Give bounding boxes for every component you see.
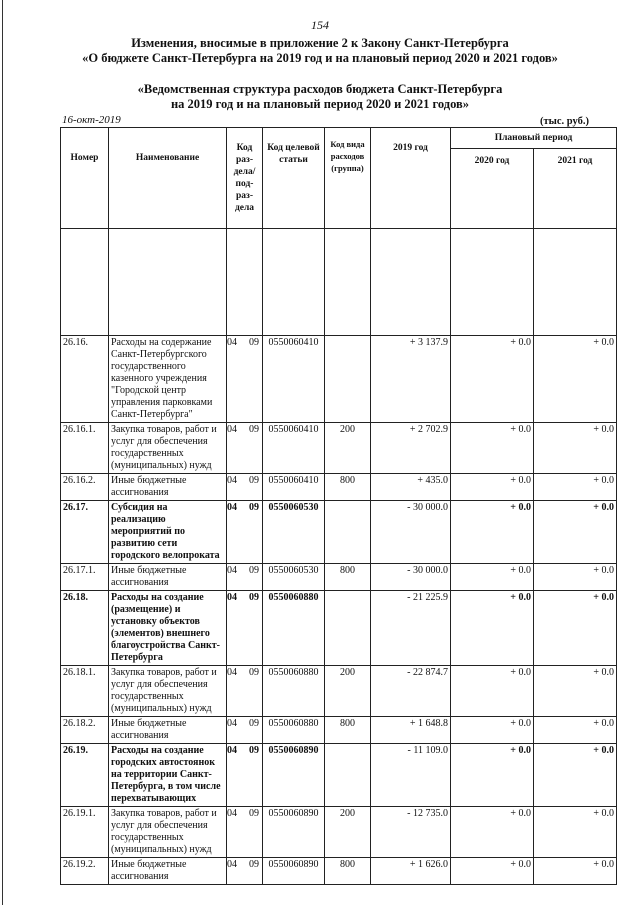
row-number: 26.18.1. — [61, 666, 109, 717]
row-section — [227, 744, 263, 807]
row-type-code: 200 — [325, 666, 371, 717]
table-row — [61, 744, 617, 807]
title-line-1: Изменения, вносимые в приложение 2 к Закону Санкт-Петербурга — [131, 36, 509, 50]
row-type-code: 200 — [325, 807, 371, 858]
row-target-code: 0550060410 — [263, 474, 325, 501]
row-section — [227, 501, 263, 564]
row-subsection-code: 09 — [249, 592, 259, 603]
row-section-code: 04 — [227, 565, 237, 576]
row-name: Иные бюджетные ассигнования — [109, 858, 227, 885]
row-target-code: 0550060410 — [263, 423, 325, 474]
row-section — [227, 564, 263, 591]
row-value-2020: + 0.0 — [451, 807, 534, 858]
row-number: 26.17.1. — [61, 564, 109, 591]
row-value-2019: - 11 109.0 — [371, 744, 451, 807]
row-value-2020: + 0.0 — [451, 666, 534, 717]
table-row — [61, 591, 617, 666]
document-title — [0, 36, 640, 66]
row-type-code: 800 — [325, 564, 371, 591]
row-value-2020: + 0.0 — [451, 336, 534, 423]
col-2020: 2020 год — [451, 149, 534, 229]
row-target-code: 0550060890 — [263, 858, 325, 885]
appendix-title — [0, 82, 640, 112]
row-value-2021: + 0.0 — [534, 744, 617, 807]
row-target-code: 0550060880 — [263, 591, 325, 666]
row-number: 26.16. — [61, 336, 109, 423]
row-number: 26.19.2. — [61, 858, 109, 885]
table-row — [61, 423, 617, 474]
row-type-code — [325, 591, 371, 666]
row-value-2020: + 0.0 — [451, 564, 534, 591]
row-type-code — [325, 501, 371, 564]
row-value-2021: + 0.0 — [534, 717, 617, 744]
row-value-2021: + 0.0 — [534, 858, 617, 885]
row-number: 26.16.2. — [61, 474, 109, 501]
col-plan: Плановый период — [451, 128, 617, 149]
table-row — [61, 564, 617, 591]
row-name: Иные бюджетные ассигнования — [109, 717, 227, 744]
row-section-code: 04 — [227, 718, 237, 729]
row-section — [227, 423, 263, 474]
table-row — [61, 717, 617, 744]
row-target-code: 0550060880 — [263, 717, 325, 744]
row-section-code: 04 — [227, 808, 237, 819]
row-name: Закупка товаров, работ и услуг для обеспечения государственных (муниципальных) нужд — [109, 666, 227, 717]
row-subsection-code: 09 — [249, 502, 259, 513]
row-section-code: 04 — [227, 475, 237, 486]
row-value-2019: + 1 626.0 — [371, 858, 451, 885]
row-value-2020: + 0.0 — [451, 423, 534, 474]
title-line-4: на 2019 год и на плановый период 2020 и 2021 годов» — [170, 97, 470, 111]
row-value-2021: + 0.0 — [534, 807, 617, 858]
table-row — [61, 336, 617, 423]
row-section-code: 04 — [227, 592, 237, 603]
col-section: Код раз-дела/ под-раз-дела — [227, 128, 263, 229]
row-name: Закупка товаров, работ и услуг для обеспечения государственных (муниципальных) нужд — [109, 807, 227, 858]
row-value-2019: + 1 648.8 — [371, 717, 451, 744]
row-value-2019: + 2 702.9 — [371, 423, 451, 474]
row-section — [227, 474, 263, 501]
row-value-2021: + 0.0 — [534, 423, 617, 474]
col-number: Номер — [61, 128, 109, 229]
row-value-2019: + 3 137.9 — [371, 336, 451, 423]
row-type-code: 200 — [325, 423, 371, 474]
row-subsection-code: 09 — [249, 424, 259, 435]
row-section-code: 04 — [227, 424, 237, 435]
row-value-2021: + 0.0 — [534, 501, 617, 564]
budget-table — [60, 127, 617, 885]
row-value-2019: - 22 874.7 — [371, 666, 451, 717]
col-name: Наименование — [109, 128, 227, 229]
row-section — [227, 807, 263, 858]
table-row — [61, 858, 617, 885]
row-value-2019: - 21 225.9 — [371, 591, 451, 666]
row-section-code: 04 — [227, 502, 237, 513]
row-target-code: 0550060890 — [263, 807, 325, 858]
row-name: Расходы на создание городских автостоянок на территории Санкт-Петербурга, в том числе перехватывающих — [109, 744, 227, 807]
row-value-2020: + 0.0 — [451, 744, 534, 807]
col-type: Код вида расходов (группа) — [325, 128, 371, 229]
row-value-2020: + 0.0 — [451, 858, 534, 885]
title-line-2: «О бюджете Санкт-Петербурга на 2019 год и на плановый период 2020 и 2021 годов» — [82, 51, 558, 65]
row-target-code: 0550060530 — [263, 564, 325, 591]
row-number: 26.19. — [61, 744, 109, 807]
row-number: 26.19.1. — [61, 807, 109, 858]
row-subsection-code: 09 — [249, 475, 259, 486]
row-type-code: 800 — [325, 474, 371, 501]
row-target-code: 0550060890 — [263, 744, 325, 807]
row-subsection-code: 09 — [249, 808, 259, 819]
row-target-code: 0550060880 — [263, 666, 325, 717]
document-date: 16-окт-2019 — [62, 114, 121, 126]
row-name: Иные бюджетные ассигнования — [109, 564, 227, 591]
row-section — [227, 591, 263, 666]
row-value-2020: + 0.0 — [451, 717, 534, 744]
page-number: 154 — [311, 18, 329, 32]
row-target-code: 0550060530 — [263, 501, 325, 564]
row-value-2021: + 0.0 — [534, 591, 617, 666]
col-2019: 2019 год — [371, 128, 451, 229]
row-section-code: 04 — [227, 667, 237, 678]
row-subsection-code: 09 — [249, 565, 259, 576]
row-number: 26.18. — [61, 591, 109, 666]
row-subsection-code: 09 — [249, 337, 259, 348]
row-section — [227, 666, 263, 717]
row-target-code: 0550060410 — [263, 336, 325, 423]
table-row — [61, 501, 617, 564]
row-value-2020: + 0.0 — [451, 591, 534, 666]
row-section — [227, 858, 263, 885]
row-value-2021: + 0.0 — [534, 336, 617, 423]
row-section-code: 04 — [227, 859, 237, 870]
row-value-2019: - 12 735.0 — [371, 807, 451, 858]
units-label: (тыс. руб.) — [540, 116, 589, 127]
row-name: Расходы на содержание Санкт-Петербургского государственного казенного учреждения "Городской центр управления парковками Санкт-Петербурга" — [109, 336, 227, 423]
row-number: 26.18.2. — [61, 717, 109, 744]
title-line-3: «Ведомственная структура расходов бюджета Санкт-Петербурга — [137, 82, 503, 96]
row-name: Расходы на создание (размещение) и установку объектов (элементов) внешнего благоустройства Санкт-Петербурга — [109, 591, 227, 666]
row-value-2019: - 30 000.0 — [371, 501, 451, 564]
row-type-code — [325, 336, 371, 423]
blank-row — [61, 229, 617, 336]
table-row — [61, 807, 617, 858]
row-type-code: 800 — [325, 717, 371, 744]
row-value-2019: - 30 000.0 — [371, 564, 451, 591]
table-row — [61, 474, 617, 501]
row-section-code: 04 — [227, 745, 237, 756]
row-type-code: 800 — [325, 858, 371, 885]
row-section-code: 04 — [227, 337, 237, 348]
row-number: 26.16.1. — [61, 423, 109, 474]
row-value-2021: + 0.0 — [534, 564, 617, 591]
scan-edge-line — [2, 0, 3, 905]
row-subsection-code: 09 — [249, 667, 259, 678]
row-value-2020: + 0.0 — [451, 474, 534, 501]
row-number: 26.17. — [61, 501, 109, 564]
row-value-2019: + 435.0 — [371, 474, 451, 501]
row-value-2021: + 0.0 — [534, 474, 617, 501]
row-section — [227, 717, 263, 744]
row-type-code — [325, 744, 371, 807]
row-subsection-code: 09 — [249, 745, 259, 756]
row-name: Закупка товаров, работ и услуг для обеспечения государственных (муниципальных) нужд — [109, 423, 227, 474]
row-subsection-code: 09 — [249, 859, 259, 870]
table-row — [61, 666, 617, 717]
row-name: Иные бюджетные ассигнования — [109, 474, 227, 501]
row-section — [227, 336, 263, 423]
row-value-2021: + 0.0 — [534, 666, 617, 717]
row-value-2020: + 0.0 — [451, 501, 534, 564]
col-2021: 2021 год — [534, 149, 617, 229]
row-name: Субсидия на реализацию мероприятий по развитию сети городского велопроката — [109, 501, 227, 564]
row-subsection-code: 09 — [249, 718, 259, 729]
col-target: Код целевой статьи — [263, 128, 325, 229]
